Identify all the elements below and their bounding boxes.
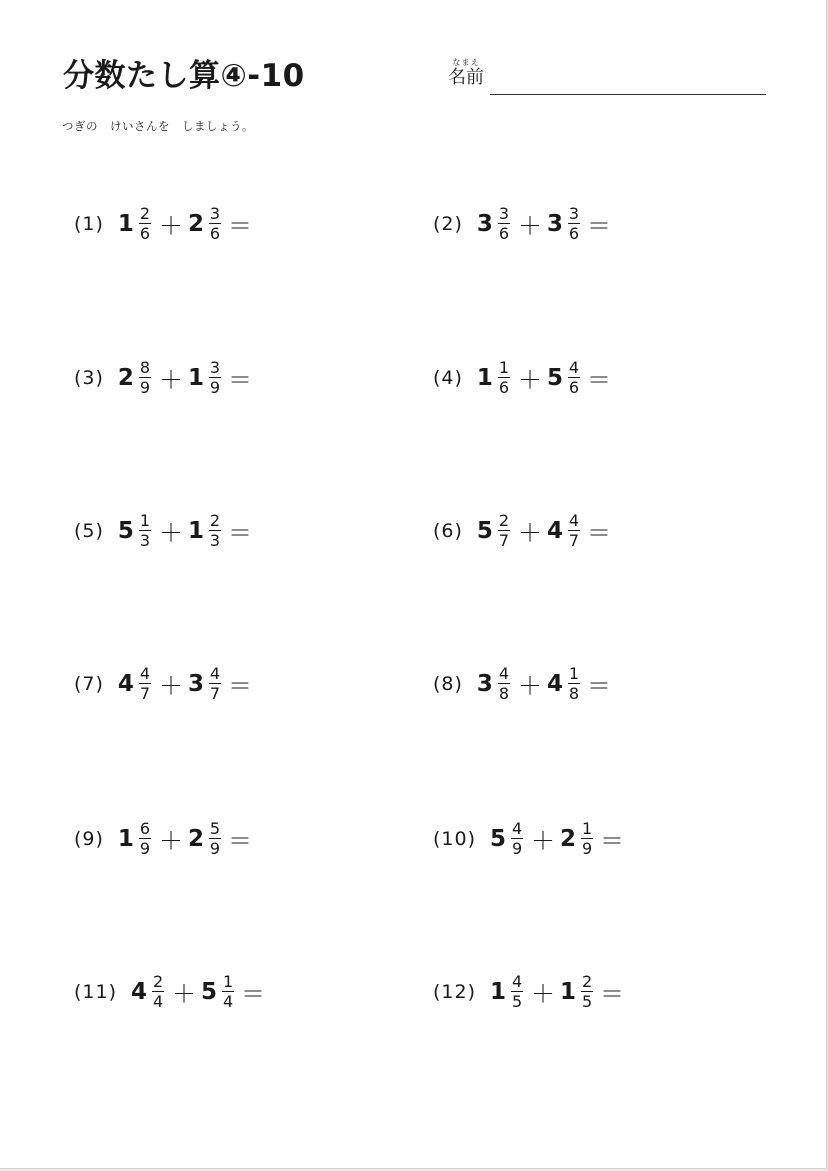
problem-number: (5) [74,519,104,542]
plus-sign: ＋ [158,366,183,394]
name-label: 名前 [448,67,484,88]
whole-number-a: 5 [490,825,507,852]
denominator: 7 [498,531,510,550]
problem-1 [74,205,252,242]
whole-number-a: 5 [117,517,134,544]
fraction-b [568,665,580,702]
fraction-b [222,973,234,1010]
fraction-b [209,359,221,396]
whole-number-a: 1 [117,825,134,852]
fraction-a [139,359,151,396]
fraction-b [581,973,593,1010]
equals-sign: ＝ [227,366,252,394]
numerator: 3 [209,204,221,223]
whole-number-a: 3 [476,670,493,697]
equals-sign: ＝ [600,827,625,855]
whole-number-a: 2 [117,364,134,391]
fraction-a [139,512,151,549]
equals-sign: ＝ [241,980,266,1008]
problem-number: (6) [433,519,463,542]
plus-sign: ＋ [158,212,183,240]
plus-sign: ＋ [517,366,542,394]
plus-sign: ＋ [158,672,183,700]
denominator: 7 [139,684,151,703]
plus-sign: ＋ [531,980,556,1008]
whole-number-a: 4 [131,978,148,1005]
problem-11 [74,973,265,1010]
fraction-a [139,665,151,702]
numerator: 2 [498,511,510,530]
denominator: 5 [581,992,593,1011]
numerator: 3 [568,204,580,223]
whole-number-b: 4 [546,670,563,697]
denominator: 3 [209,531,221,550]
instruction-text: つぎの けいさんを しましょう。 [62,119,254,133]
denominator: 6 [498,224,510,243]
equals-sign: ＝ [586,672,611,700]
fraction-b [568,512,580,549]
numerator: 4 [498,664,510,683]
denominator: 9 [511,839,523,858]
fraction-a [511,973,523,1010]
denominator: 5 [511,992,523,1011]
numerator: 4 [209,664,221,683]
plus-sign: ＋ [517,212,542,240]
fraction-a [498,205,510,242]
whole-number-a: 1 [490,978,507,1005]
denominator: 7 [568,531,580,550]
fraction-b [209,820,221,857]
whole-number-b: 2 [560,825,577,852]
equals-sign: ＝ [586,519,611,547]
whole-number-b: 3 [187,670,204,697]
numerator: 6 [139,819,151,838]
fraction-b [209,512,221,549]
numerator: 4 [568,358,580,377]
numerator: 2 [152,972,164,991]
denominator: 4 [152,992,164,1011]
whole-number-b: 3 [546,210,563,237]
problem-number: (11) [74,980,118,1003]
equals-sign: ＝ [227,519,252,547]
whole-number-b: 1 [187,517,204,544]
numerator: 2 [139,204,151,223]
name-field [446,58,766,98]
problem-number: (1) [74,212,104,235]
whole-number-b: 1 [187,364,204,391]
whole-number-a: 4 [117,670,134,697]
problem-6 [433,512,611,549]
plus-sign: ＋ [172,980,197,1008]
numerator: 8 [139,358,151,377]
plus-sign: ＋ [158,827,183,855]
whole-number-a: 3 [476,210,493,237]
numerator: 2 [209,511,221,530]
fraction-a [498,665,510,702]
numerator: 4 [139,664,151,683]
problem-number: (10) [433,827,477,850]
plus-sign: ＋ [158,519,183,547]
problem-8 [433,665,611,702]
numerator: 1 [568,664,580,683]
name-label-group [446,58,486,89]
whole-number-a: 1 [476,364,493,391]
whole-number-a: 5 [476,517,493,544]
problem-number: (2) [433,212,463,235]
whole-number-b: 1 [560,978,577,1005]
fraction-b [209,665,221,702]
problem-number: (7) [74,672,104,695]
problem-number: (12) [433,980,477,1003]
denominator: 9 [209,378,221,397]
denominator: 4 [222,992,234,1011]
whole-number-b: 2 [187,825,204,852]
whole-number-a: 1 [117,210,134,237]
fraction-a [139,205,151,242]
numerator: 1 [139,511,151,530]
fraction-b [568,359,580,396]
denominator: 9 [139,378,151,397]
numerator: 3 [209,358,221,377]
numerator: 3 [498,204,510,223]
fraction-a [511,820,523,857]
denominator: 8 [498,684,510,703]
denominator: 6 [568,378,580,397]
fraction-a [498,359,510,396]
whole-number-b: 5 [201,978,218,1005]
denominator: 8 [568,684,580,703]
denominator: 7 [209,684,221,703]
equals-sign: ＝ [586,212,611,240]
denominator: 6 [139,224,151,243]
equals-sign: ＝ [600,980,625,1008]
denominator: 9 [581,839,593,858]
denominator: 3 [139,531,151,550]
equals-sign: ＝ [227,672,252,700]
fraction-b [568,205,580,242]
problem-10 [433,820,624,857]
problem-number: (8) [433,672,463,695]
numerator: 4 [511,972,523,991]
whole-number-b: 4 [546,517,563,544]
problem-number: (4) [433,366,463,389]
denominator: 6 [498,378,510,397]
problem-2 [433,205,611,242]
name-write-line [490,94,766,95]
whole-number-b: 2 [187,210,204,237]
worksheet-title: 分数たし算④-10 [63,58,305,94]
problem-7 [74,665,252,702]
denominator: 6 [568,224,580,243]
denominator: 9 [209,839,221,858]
fraction-a [152,973,164,1010]
plus-sign: ＋ [531,827,556,855]
equals-sign: ＝ [227,212,252,240]
numerator: 4 [511,819,523,838]
problem-3 [74,359,252,396]
numerator: 4 [568,511,580,530]
name-furigana: なまえ [452,58,480,67]
problem-9 [74,820,252,857]
numerator: 1 [222,972,234,991]
fraction-b [209,205,221,242]
problem-4 [433,359,611,396]
equals-sign: ＝ [586,366,611,394]
plus-sign: ＋ [517,672,542,700]
denominator: 6 [209,224,221,243]
problem-12 [433,973,624,1010]
fraction-a [139,820,151,857]
numerator: 2 [581,972,593,991]
fraction-b [581,820,593,857]
problem-5 [74,512,252,549]
equals-sign: ＝ [227,827,252,855]
problem-number: (9) [74,827,104,850]
numerator: 5 [209,819,221,838]
plus-sign: ＋ [517,519,542,547]
problem-number: (3) [74,366,104,389]
numerator: 1 [498,358,510,377]
denominator: 9 [139,839,151,858]
numerator: 1 [581,819,593,838]
fraction-a [498,512,510,549]
whole-number-b: 5 [546,364,563,391]
